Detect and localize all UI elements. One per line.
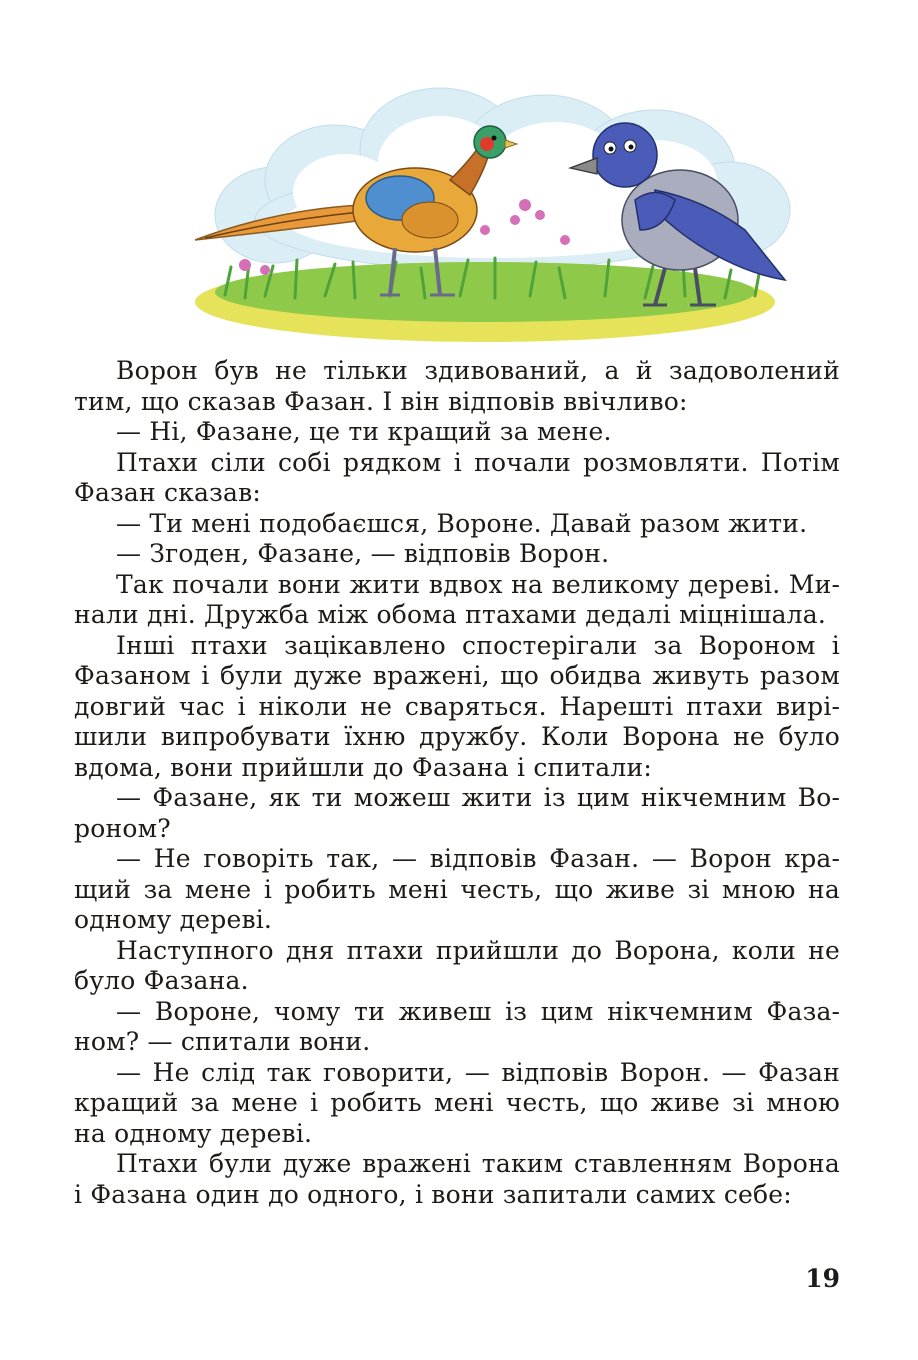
paragraph: — Вороне, чому ти живеш із цим нікчемним Фазаном? — спитали вони. bbox=[74, 996, 840, 1056]
paragraph: — Не слід так говорити, — відповів Ворон. — Фазан кращий за мене і робить мені честь, що живе зі мною на одному дереві. bbox=[74, 1057, 840, 1148]
paragraph: Птахи сіли собі рядком і почали розмовляти. Потім Фазан сказав: bbox=[74, 447, 840, 507]
paragraph: — Ні, Фазане, це ти кращий за мене. bbox=[116, 417, 612, 446]
pheasant-and-crow-illustration bbox=[185, 70, 800, 350]
paragraph: Наступного дня птахи прийшли до Ворона, коли не було Фазана. bbox=[74, 935, 840, 995]
paragraph: — Не говоріть так, — відповів Фазан. — Ворон кращий за мене і робить мені честь, що живе зі мною на одному дереві. bbox=[74, 844, 840, 934]
paragraph: Ворон був не тільки здивований, а й задоволений тим, що сказав Фазан. І він відповів ввічливо: bbox=[74, 356, 840, 416]
paragraph: — Згоден, Фазане, — відповів Ворон. bbox=[116, 539, 610, 568]
story-text bbox=[74, 356, 840, 1210]
page-number: 19 bbox=[805, 1264, 840, 1293]
paragraph: Інші птахи зацікавлено спостерігали за Вороном і Фазаном і були дуже вражені, що обидва живуть разом довгий час і ніколи не сваряться. Нарешті птахи вирішили випробувати їхню дружбу. Коли Ворона не було вдома, вони прийшли до Фазана і спитали: bbox=[74, 630, 840, 782]
paragraph: Птахи були дуже вражені таким ставленням Ворона і Фазана один до одного, і вони запитали самих себе: bbox=[74, 1149, 840, 1209]
paragraph: — Ти мені подобаєшся, Вороне. Давай разом жити. bbox=[116, 508, 808, 538]
paragraph: Так почали вони жити вдвох на великому дереві. Минали дні. Дружба між обома птахами дедалі міцнішала. bbox=[74, 569, 840, 629]
paragraph: — Фазане, як ти можеш жити із цим нікчемним Вороном? bbox=[74, 783, 840, 843]
